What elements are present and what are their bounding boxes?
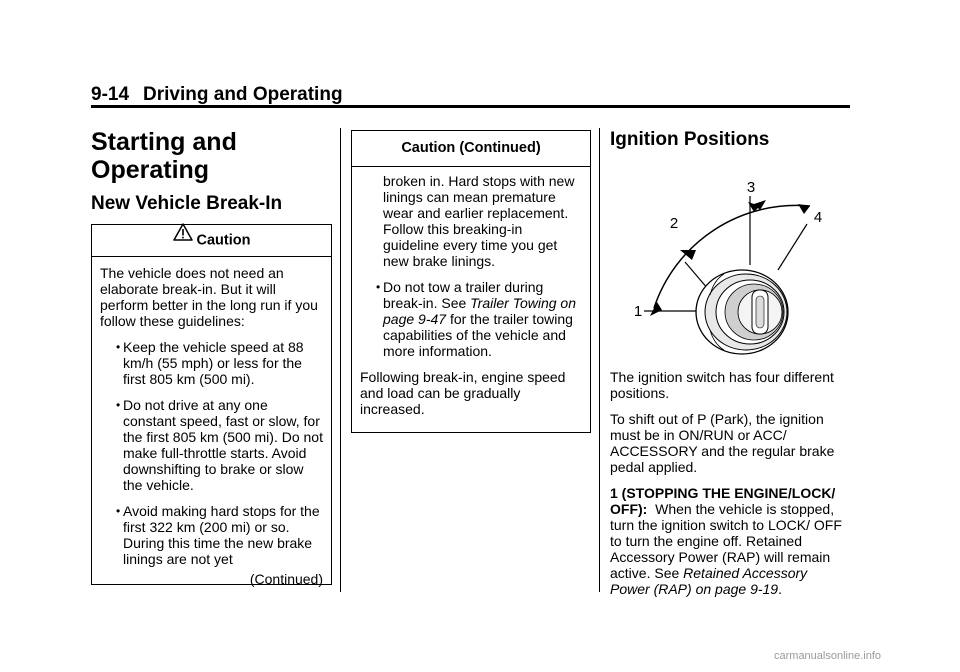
watermark: carmanualsonline.info [774,650,882,662]
paragraph-positions: The ignition switch has four different positions. [610,369,834,401]
caution-header [92,225,331,257]
continued-list [360,279,582,359]
caution-continued-header: Caution (Continued) [352,131,590,167]
bullet-icon: • [376,280,381,294]
section-title: Driving and Operating [143,84,343,105]
ignition-diagram [610,170,850,360]
paragraph-lock-off: 1 (STOPPING THE ENGINE/LOCK/ OFF): When the vehicle is stopped, turn the ignition switch to LOCK/ OFF to turn the engine off. Retained Accessory Power (RAP) will remain active. See Retained Accessory Power (RAP) on page 9-19. [610,485,846,597]
position-1-label: 1 (STOPPING THE ENGINE/LOCK/ OFF): [610,485,836,517]
paragraph-shift: To shift out of P (Park), the ignition must be in ON/RUN or ACC/ ACCESSORY and the regular brake pedal applied. [610,411,835,475]
position-label-1: 1 [633,303,643,320]
caution-label: Caution [196,232,251,249]
list-item: • Avoid making hard stops for the first 322 km (200 mi) or so. During this time the new brake linings are not yet [116,503,320,567]
position-label-4: 4 [813,209,823,226]
bullet-icon: • [116,340,121,354]
continued-note: (Continued) [249,571,323,587]
guidelines-list [100,339,323,567]
list-item: • Keep the vehicle speed at 88 km/h (55 mph) or less for the first 805 km (500 mi). [116,339,304,387]
bullet-icon: • [116,504,121,518]
position-label-3: 3 [746,179,756,196]
caution-box [91,224,332,585]
caution-continued-body [352,167,590,431]
continued-text: broken in. Hard stops with new linings can mean premature wear and earlier replacement. Follow this breaking-in guideline every time you get new brake linings. [383,173,575,269]
caution-continued-box [351,130,591,433]
page-number: 9-14 [91,84,130,105]
position-label-2: 2 [669,215,679,232]
page-header [91,84,343,106]
ignition-switch-illustration [696,270,788,354]
header-rule [91,105,850,108]
closing-paragraph: Following break-in, engine speed and load can be gradually increased. [360,369,566,417]
section-heading: Starting and Operating [91,128,237,184]
list-item: • Do not tow a trailer during break-in. See Trailer Towing on page 9-47 for the trailer towing capabilities of the vehicle and more information. [376,279,576,359]
cross-reference-link[interactable]: Retained Accessory Power (RAP) on page 9-19 [610,565,808,597]
ignition-heading: Ignition Positions [610,129,770,150]
cross-reference-link[interactable]: Trailer Towing on page 9-47 [383,295,576,327]
warning-triangle-icon [173,222,193,253]
list-item: • Do not drive at any one constant speed, fast or slow, for the first 805 km (500 mi). Do not make full-throttle starts. Avoid downshifting to brake or slow the vehicle. [116,397,323,493]
ignition-text [610,369,850,607]
caution-intro: The vehicle does not need an elaborate break-in. But it will perform better in the long run if you follow these guidelines: [100,265,318,329]
caution-body [92,257,331,591]
column-divider-1 [340,128,341,592]
subsection-heading: New Vehicle Break-In [91,193,283,214]
bullet-icon: • [116,398,121,412]
column-divider-2 [599,128,600,592]
